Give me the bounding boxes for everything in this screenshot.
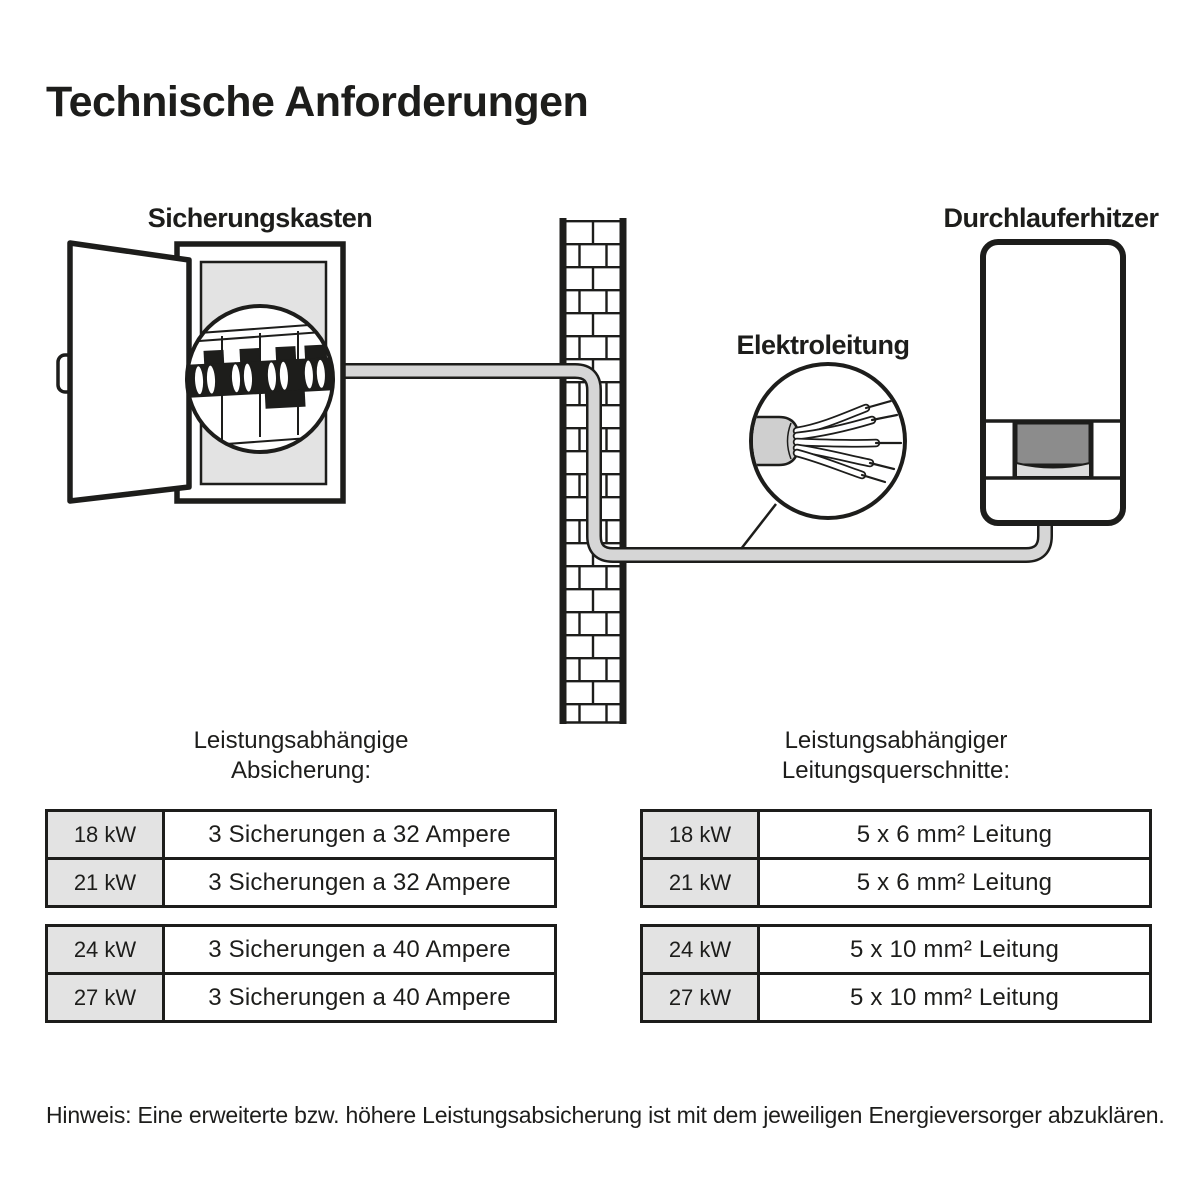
breaker-ring xyxy=(205,364,217,394)
table-row xyxy=(643,812,1149,857)
table-row xyxy=(48,812,554,857)
fuse-box-label: Sicherungskasten xyxy=(147,203,373,233)
cable-core xyxy=(344,371,1045,555)
page-title: Technische Anforderungen xyxy=(46,78,589,126)
water-heater xyxy=(983,242,1123,523)
footer-note: Hinweis: Eine erweiterte bzw. höhere Leistungsabsicherung ist mit dem jeweiligen Energieversorger abzuklären. xyxy=(46,1102,1165,1128)
value-cell: 3 Sicherungen a 40 Ampere xyxy=(208,935,511,963)
power-cell: 24 kW xyxy=(48,927,165,972)
fusing-heading-line1: Leistungsabhängige xyxy=(193,727,409,754)
cable-label: Elektroleitung xyxy=(736,330,910,360)
heater-body xyxy=(983,242,1123,523)
table-row xyxy=(643,927,1149,972)
value-cell: 3 Sicherungen a 32 Ampere xyxy=(208,820,511,848)
fusing-table-group-1 xyxy=(45,809,557,908)
cross-section-heading-line2: Leitungsquerschnitte: xyxy=(781,757,1011,784)
breaker-ring xyxy=(303,359,315,389)
value-cell: 5 x 6 mm² Leitung xyxy=(856,820,1053,848)
table-row xyxy=(643,857,1149,905)
fuse-box xyxy=(58,243,343,501)
breaker-flag xyxy=(204,350,225,365)
fuse-box-door xyxy=(70,243,189,501)
breaker-flag xyxy=(239,348,260,363)
power-cell: 27 kW xyxy=(643,975,760,1020)
cable-leader-line xyxy=(741,504,776,549)
power-cell: 21 kW xyxy=(48,860,165,905)
breaker-ring xyxy=(278,361,290,391)
cable-detail xyxy=(741,364,905,549)
power-cell: 18 kW xyxy=(48,812,165,857)
table-row xyxy=(643,972,1149,1020)
cable-sheath xyxy=(748,417,799,465)
table-row xyxy=(48,927,554,972)
value-cell: 5 x 10 mm² Leitung xyxy=(849,935,1060,963)
breaker-ring xyxy=(193,365,205,395)
breaker-ring xyxy=(266,361,278,391)
power-cell: 27 kW xyxy=(48,975,165,1020)
heater-display xyxy=(1016,423,1090,465)
breaker-ring xyxy=(315,359,327,389)
cross-section-heading-line1: Leistungsabhängiger xyxy=(784,727,1008,754)
value-cell: 5 x 6 mm² Leitung xyxy=(856,868,1053,896)
fusing-heading-line2: Absicherung: xyxy=(230,757,372,784)
wall-right-bar xyxy=(620,218,627,724)
breaker-ring xyxy=(242,362,254,392)
power-cell: 21 kW xyxy=(643,860,760,905)
power-cable xyxy=(344,371,1045,555)
breaker-flag xyxy=(275,346,296,361)
cross-section-table-group-1 xyxy=(640,809,1152,908)
cross-section-heading xyxy=(640,726,1152,786)
wall-left-bar xyxy=(560,218,567,724)
fusing-heading xyxy=(45,726,557,786)
water-heater-label: Durchlauferhitzer xyxy=(943,203,1159,233)
table-row xyxy=(48,857,554,905)
value-cell: 3 Sicherungen a 32 Ampere xyxy=(208,868,511,896)
breaker-ring xyxy=(230,363,242,393)
breaker-body xyxy=(265,390,306,409)
power-cell: 24 kW xyxy=(643,927,760,972)
cable-outline xyxy=(344,371,1045,555)
power-cell: 18 kW xyxy=(643,812,760,857)
value-cell: 3 Sicherungen a 40 Ampere xyxy=(208,983,511,1011)
breaker-flag xyxy=(304,344,327,359)
fusing-table-group-2 xyxy=(45,924,557,1023)
table-row xyxy=(48,972,554,1020)
value-cell: 5 x 10 mm² Leitung xyxy=(849,983,1060,1011)
cross-section-table-group-2 xyxy=(640,924,1152,1023)
